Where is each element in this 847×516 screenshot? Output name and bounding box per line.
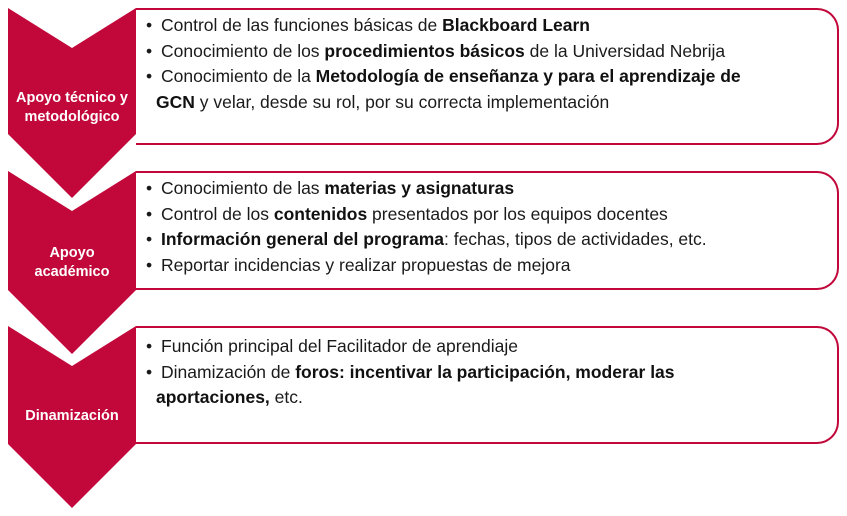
content-box xyxy=(136,171,839,290)
list-item: • Función principal del Facilitador de aprendiaje xyxy=(146,336,519,356)
content-box xyxy=(136,326,839,444)
list-item: • Dinamización de foros: incentivar la participación, moderar las aportaciones, etc. xyxy=(146,361,675,407)
category-label: Dinamización xyxy=(25,407,119,424)
list-item: • Conocimiento de la Metodología de enseñanza y para el aprendizaje de GCN y velar, desde su rol, por su correcta implementación xyxy=(146,66,741,112)
list-item: • Control de los contenidos presentados por los equipos docentes xyxy=(146,203,668,224)
list-item: • Control de las funciones básicas de Blackboard Learn xyxy=(146,15,590,35)
content-box xyxy=(136,8,839,145)
list-item: • Información general del programa: fechas, tipos de actividades, etc. xyxy=(146,229,707,249)
category-label: Apoyo técnico y metodológico xyxy=(16,90,128,125)
category-label: Apoyo académico xyxy=(34,245,110,280)
list-item: • Conocimiento de los procedimientos básicos de la Universidad Nebrija xyxy=(146,40,726,61)
list-item: • Reportar incidencias y realizar propuestas de mejora xyxy=(146,254,571,275)
list-item: • Conocimiento de las materias y asignaturas xyxy=(146,178,515,198)
